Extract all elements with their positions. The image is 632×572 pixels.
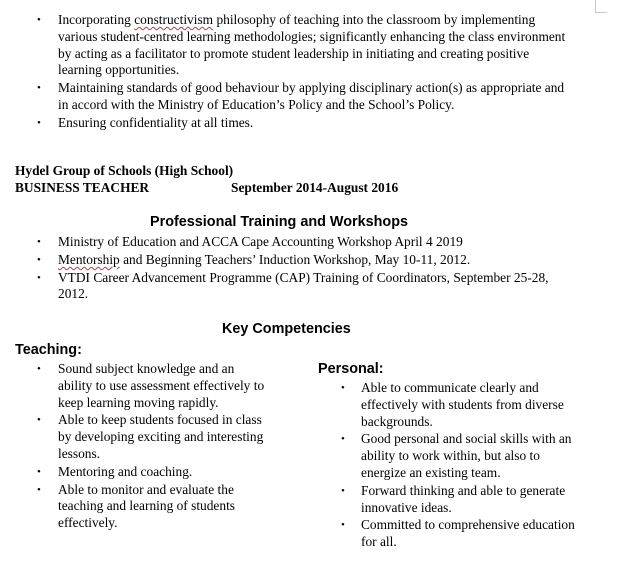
page-margin-marker-horizontal xyxy=(595,12,607,13)
bullet-icon: • xyxy=(37,236,41,248)
list-item-text xyxy=(58,115,575,132)
list-item-text xyxy=(361,483,576,517)
list-item xyxy=(0,431,576,481)
spellcheck-flagged-word: Mentorship xyxy=(58,251,120,267)
text-run: Ministry of Education and ACCA Cape Accounting Workshop April 4 2019 xyxy=(58,234,463,249)
list-item-text xyxy=(58,80,575,114)
text-run: philosophy of teaching into the classroom by implementing various student-centred learning methodologies; significantly enhancing the class environment by acting as a facilitator to promote student leadership in initiating and creating positive learning opportunities. xyxy=(58,12,566,78)
bullet-icon: • xyxy=(37,483,41,496)
list-item-text xyxy=(361,517,576,551)
list-item xyxy=(0,80,575,114)
bullet-icon: • xyxy=(37,82,41,95)
list-item-text xyxy=(58,234,573,251)
personal-label: Personal: xyxy=(318,361,384,377)
list-item xyxy=(0,252,573,269)
text-run: Incorporating xyxy=(58,12,135,27)
list-item-text xyxy=(361,431,576,481)
page-margin-marker-vertical xyxy=(595,0,596,12)
text-run: Ensuring confidentiality at all times. xyxy=(58,114,254,130)
text-run: Committed to comprehensive education for all. xyxy=(361,517,575,550)
responsibilities-list xyxy=(0,12,575,133)
training-heading: Professional Training and Workshops xyxy=(150,214,409,230)
list-item xyxy=(0,380,576,430)
job-dates: September 2014-August 2016 xyxy=(231,180,399,195)
bullet-icon: • xyxy=(341,382,345,394)
list-item xyxy=(0,115,575,132)
spellcheck-flagged-word: constructivism xyxy=(134,12,214,27)
bullet-icon: • xyxy=(37,253,41,266)
competencies-heading: Key Competencies xyxy=(222,321,351,337)
bullet-icon: • xyxy=(37,363,41,375)
list-item xyxy=(0,234,573,251)
list-item-text xyxy=(58,12,575,79)
text-run: Able to communicate clearly and effectively with students from diverse backgrounds. xyxy=(361,380,564,429)
bullet-icon: • xyxy=(341,519,345,532)
list-item-text xyxy=(58,270,573,304)
bullet-icon: • xyxy=(37,414,41,427)
training-list xyxy=(0,234,573,304)
text-run: Forward thinking and able to generate innovative ideas. xyxy=(361,482,566,515)
text-run: Able to monitor and evaluate the teaching and learning of students effectively. xyxy=(58,481,236,531)
text-run: and Beginning Teachers’ Induction Workshop, May 10-11, 2012. xyxy=(119,251,471,267)
teaching-label: Teaching: xyxy=(15,342,82,358)
bullet-icon: • xyxy=(37,465,41,478)
list-item-text xyxy=(58,252,573,269)
list-item xyxy=(0,12,575,79)
job-position: BUSINESS TEACHER xyxy=(15,180,150,195)
list-item-text xyxy=(361,380,576,430)
list-item xyxy=(0,517,576,551)
text-run: Maintaining standards of good behaviour by applying disciplinary action(s) as appropriate and in accord with the Ministry of Education’s Policy and the School’s Policy. xyxy=(58,80,565,112)
bullet-icon: • xyxy=(37,271,41,284)
bullet-icon: • xyxy=(341,433,345,446)
text-run: Sound subject knowledge and an ability to use assessment effectively to keep learning moving rapidly. xyxy=(58,361,265,410)
bullet-icon: • xyxy=(37,116,41,129)
text-run: Good personal and social skills with an ability to work within, but also to energize an existing team. xyxy=(361,431,572,480)
bullet-icon: • xyxy=(341,484,345,497)
text-run: Mentoring and coaching. xyxy=(58,463,193,479)
text-run: Able to keep students focused in class by developing exciting and interesting lessons. xyxy=(58,412,264,461)
employer-name: Hydel Group of Schools (High School) xyxy=(15,163,234,178)
personal-list xyxy=(0,380,576,552)
text-run: VTDI Career Advancement Programme (CAP) Training of Coordinators, September 25-28, 2012. xyxy=(58,269,549,302)
list-item xyxy=(0,483,576,517)
bullet-icon: • xyxy=(37,14,41,26)
list-item xyxy=(0,270,573,304)
